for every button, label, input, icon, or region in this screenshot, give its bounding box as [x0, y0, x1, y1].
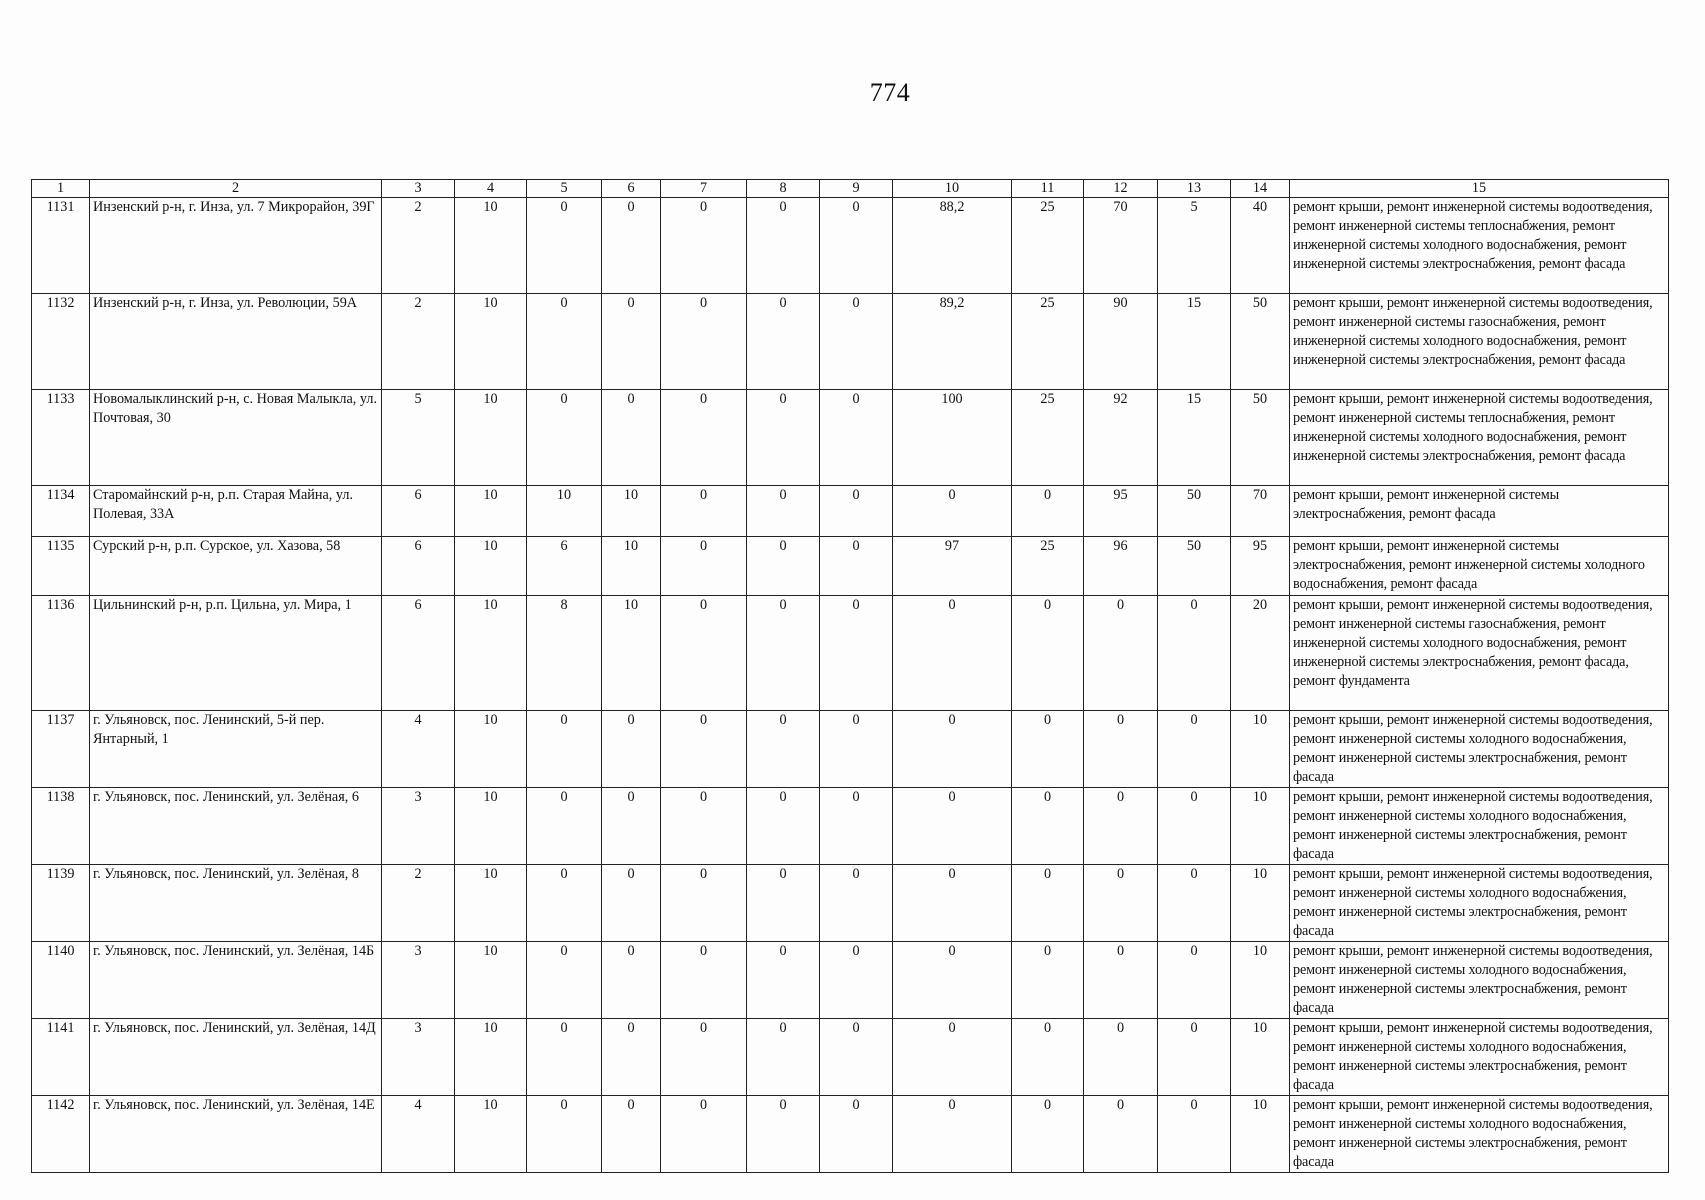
row-number: 1136 [32, 596, 90, 711]
col6-cell: 10 [602, 537, 661, 596]
works-cell: ремонт крыши, ремонт инженерной системы электроснабжения, ремонт инженерной системы холодного водоснабжения, ремонт фасада [1290, 537, 1669, 596]
col12-cell: 95 [1084, 486, 1158, 537]
col14-cell: 50 [1231, 294, 1290, 390]
table-row [32, 711, 1669, 788]
column-header-7: 7 [661, 180, 747, 198]
address-cell: Инзенский р-н, г. Инза, ул. 7 Микрорайон, 39Г [90, 198, 382, 294]
col5-cell: 0 [527, 942, 602, 1019]
row-number: 1139 [32, 865, 90, 942]
col12-cell: 0 [1084, 942, 1158, 1019]
column-header-6: 6 [602, 180, 661, 198]
column-header-12: 12 [1084, 180, 1158, 198]
table-row [32, 486, 1669, 537]
address-cell: Старомайнский р-н, р.п. Старая Майна, ул. Полевая, 33А [90, 486, 382, 537]
col13-cell: 50 [1158, 537, 1231, 596]
address-cell: Цильнинский р-н, р.п. Цильна, ул. Мира, 1 [90, 596, 382, 711]
table-row [32, 1019, 1669, 1096]
col7-cell: 0 [661, 711, 747, 788]
col7-cell: 0 [661, 198, 747, 294]
col12-cell: 92 [1084, 390, 1158, 486]
repair-register-table [31, 179, 1669, 1173]
col13-cell: 5 [1158, 198, 1231, 294]
col14-cell: 50 [1231, 390, 1290, 486]
col5-cell: 0 [527, 390, 602, 486]
column-header-3: 3 [382, 180, 455, 198]
col13-cell: 0 [1158, 865, 1231, 942]
col8-cell: 0 [747, 486, 820, 537]
col8-cell: 0 [747, 865, 820, 942]
col13-cell: 0 [1158, 1019, 1231, 1096]
col11-cell: 0 [1012, 711, 1084, 788]
address-cell: г. Ульяновск, пос. Ленинский, ул. Зелёная, 8 [90, 865, 382, 942]
table-row [32, 942, 1669, 1019]
col3-cell: 6 [382, 596, 455, 711]
col9-cell: 0 [820, 865, 893, 942]
address-cell: Инзенский р-н, г. Инза, ул. Революции, 59А [90, 294, 382, 390]
col12-cell: 70 [1084, 198, 1158, 294]
col4-cell: 10 [455, 1096, 527, 1173]
col10-cell: 0 [893, 486, 1012, 537]
col8-cell: 0 [747, 1019, 820, 1096]
col5-cell: 0 [527, 198, 602, 294]
row-number: 1132 [32, 294, 90, 390]
col8-cell: 0 [747, 390, 820, 486]
col13-cell: 0 [1158, 711, 1231, 788]
col14-cell: 10 [1231, 711, 1290, 788]
address-cell: Сурский р-н, р.п. Сурское, ул. Хазова, 58 [90, 537, 382, 596]
col11-cell: 0 [1012, 596, 1084, 711]
col3-cell: 3 [382, 1019, 455, 1096]
table-body [32, 198, 1669, 1173]
col10-cell: 0 [893, 865, 1012, 942]
works-cell: ремонт крыши, ремонт инженерной системы водоотведения, ремонт инженерной системы теплоснабжения, ремонт инженерной системы холодного водоснабжения, ремонт инженерной системы электроснабжения, ремонт фасада [1290, 198, 1669, 294]
row-number: 1142 [32, 1096, 90, 1173]
col10-cell: 0 [893, 788, 1012, 865]
col5-cell: 0 [527, 788, 602, 865]
col3-cell: 2 [382, 198, 455, 294]
col5-cell: 6 [527, 537, 602, 596]
col6-cell: 0 [602, 294, 661, 390]
col9-cell: 0 [820, 942, 893, 1019]
col4-cell: 10 [455, 942, 527, 1019]
table-row [32, 596, 1669, 711]
col6-cell: 0 [602, 390, 661, 486]
col9-cell: 0 [820, 537, 893, 596]
col4-cell: 10 [455, 198, 527, 294]
col9-cell: 0 [820, 294, 893, 390]
col4-cell: 10 [455, 486, 527, 537]
col12-cell: 0 [1084, 865, 1158, 942]
col8-cell: 0 [747, 596, 820, 711]
column-header-5: 5 [527, 180, 602, 198]
col12-cell: 0 [1084, 1019, 1158, 1096]
col14-cell: 10 [1231, 942, 1290, 1019]
row-number: 1134 [32, 486, 90, 537]
column-header-15: 15 [1290, 180, 1669, 198]
col13-cell: 0 [1158, 596, 1231, 711]
col9-cell: 0 [820, 788, 893, 865]
row-number: 1138 [32, 788, 90, 865]
col4-cell: 10 [455, 1019, 527, 1096]
col11-cell: 0 [1012, 865, 1084, 942]
col14-cell: 10 [1231, 1019, 1290, 1096]
col8-cell: 0 [747, 198, 820, 294]
page-number: 774 [869, 78, 911, 107]
col5-cell: 0 [527, 1019, 602, 1096]
col14-cell: 10 [1231, 1096, 1290, 1173]
table-row [32, 788, 1669, 865]
col7-cell: 0 [661, 865, 747, 942]
col10-cell: 0 [893, 711, 1012, 788]
row-number: 1133 [32, 390, 90, 486]
col11-cell: 0 [1012, 1096, 1084, 1173]
col8-cell: 0 [747, 1096, 820, 1173]
col6-cell: 10 [602, 596, 661, 711]
col6-cell: 0 [602, 865, 661, 942]
works-cell: ремонт крыши, ремонт инженерной системы водоотведения, ремонт инженерной системы газоснабжения, ремонт инженерной системы холодного водоснабжения, ремонт инженерной системы электроснабжения, ремонт фасада [1290, 294, 1669, 390]
works-cell: ремонт крыши, ремонт инженерной системы электроснабжения, ремонт фасада [1290, 486, 1669, 537]
row-number: 1140 [32, 942, 90, 1019]
col9-cell: 0 [820, 1096, 893, 1173]
works-cell: ремонт крыши, ремонт инженерной системы водоотведения, ремонт инженерной системы холодного водоснабжения, ремонт инженерной системы электроснабжения, ремонт фасада [1290, 711, 1669, 788]
col4-cell: 10 [455, 788, 527, 865]
col9-cell: 0 [820, 486, 893, 537]
col4-cell: 10 [455, 390, 527, 486]
col14-cell: 10 [1231, 865, 1290, 942]
column-header-9: 9 [820, 180, 893, 198]
col4-cell: 10 [455, 537, 527, 596]
col13-cell: 50 [1158, 486, 1231, 537]
col11-cell: 25 [1012, 390, 1084, 486]
works-cell: ремонт крыши, ремонт инженерной системы водоотведения, ремонт инженерной системы холодного водоснабжения, ремонт инженерной системы электроснабжения, ремонт фасада [1290, 1019, 1669, 1096]
row-number: 1137 [32, 711, 90, 788]
col7-cell: 0 [661, 294, 747, 390]
col3-cell: 2 [382, 865, 455, 942]
address-cell: г. Ульяновск, пос. Ленинский, ул. Зелёная, 6 [90, 788, 382, 865]
table-row [32, 865, 1669, 942]
works-cell: ремонт крыши, ремонт инженерной системы водоотведения, ремонт инженерной системы холодного водоснабжения, ремонт инженерной системы электроснабжения, ремонт фасада [1290, 942, 1669, 1019]
col14-cell: 70 [1231, 486, 1290, 537]
col14-cell: 95 [1231, 537, 1290, 596]
col12-cell: 0 [1084, 711, 1158, 788]
col13-cell: 15 [1158, 294, 1231, 390]
col11-cell: 25 [1012, 294, 1084, 390]
col4-cell: 10 [455, 294, 527, 390]
col5-cell: 8 [527, 596, 602, 711]
col11-cell: 25 [1012, 537, 1084, 596]
table-row [32, 198, 1669, 294]
col12-cell: 90 [1084, 294, 1158, 390]
col14-cell: 10 [1231, 788, 1290, 865]
col3-cell: 5 [382, 390, 455, 486]
table-row [32, 390, 1669, 486]
works-cell: ремонт крыши, ремонт инженерной системы водоотведения, ремонт инженерной системы газоснабжения, ремонт инженерной системы холодного водоснабжения, ремонт инженерной системы электроснабжения, ремонт фасада, ремонт фундамента [1290, 596, 1669, 711]
col13-cell: 15 [1158, 390, 1231, 486]
column-number-row [32, 180, 1669, 198]
col12-cell: 0 [1084, 1096, 1158, 1173]
col11-cell: 0 [1012, 486, 1084, 537]
works-cell: ремонт крыши, ремонт инженерной системы водоотведения, ремонт инженерной системы холодного водоснабжения, ремонт инженерной системы электроснабжения, ремонт фасада [1290, 865, 1669, 942]
col7-cell: 0 [661, 486, 747, 537]
col6-cell: 0 [602, 198, 661, 294]
col4-cell: 10 [455, 865, 527, 942]
col10-cell: 0 [893, 1019, 1012, 1096]
col6-cell: 0 [602, 788, 661, 865]
address-cell: Новомалыклинский р-н, с. Новая Малыкла, ул. Почтовая, 30 [90, 390, 382, 486]
column-header-4: 4 [455, 180, 527, 198]
col13-cell: 0 [1158, 1096, 1231, 1173]
col11-cell: 0 [1012, 788, 1084, 865]
col8-cell: 0 [747, 537, 820, 596]
col5-cell: 0 [527, 294, 602, 390]
column-header-11: 11 [1012, 180, 1084, 198]
col3-cell: 3 [382, 788, 455, 865]
col11-cell: 0 [1012, 942, 1084, 1019]
col9-cell: 0 [820, 198, 893, 294]
col10-cell: 0 [893, 596, 1012, 711]
col3-cell: 6 [382, 486, 455, 537]
column-header-13: 13 [1158, 180, 1231, 198]
col8-cell: 0 [747, 711, 820, 788]
column-header-14: 14 [1231, 180, 1290, 198]
col7-cell: 0 [661, 1096, 747, 1173]
col13-cell: 0 [1158, 788, 1231, 865]
col10-cell: 0 [893, 942, 1012, 1019]
col3-cell: 4 [382, 1096, 455, 1173]
row-number: 1141 [32, 1019, 90, 1096]
col5-cell: 10 [527, 486, 602, 537]
works-cell: ремонт крыши, ремонт инженерной системы водоотведения, ремонт инженерной системы теплоснабжения, ремонт инженерной системы холодного водоснабжения, ремонт инженерной системы электроснабжения, ремонт фасада [1290, 390, 1669, 486]
col12-cell: 96 [1084, 537, 1158, 596]
col6-cell: 0 [602, 711, 661, 788]
table-row [32, 1096, 1669, 1173]
column-header-8: 8 [747, 180, 820, 198]
col8-cell: 0 [747, 942, 820, 1019]
col5-cell: 0 [527, 1096, 602, 1173]
works-cell: ремонт крыши, ремонт инженерной системы водоотведения, ремонт инженерной системы холодного водоснабжения, ремонт инженерной системы электроснабжения, ремонт фасада [1290, 1096, 1669, 1173]
col9-cell: 0 [820, 390, 893, 486]
col3-cell: 3 [382, 942, 455, 1019]
column-header-10: 10 [893, 180, 1012, 198]
col13-cell: 0 [1158, 942, 1231, 1019]
col10-cell: 100 [893, 390, 1012, 486]
col10-cell: 97 [893, 537, 1012, 596]
row-number: 1135 [32, 537, 90, 596]
col14-cell: 40 [1231, 198, 1290, 294]
col6-cell: 0 [602, 1019, 661, 1096]
col7-cell: 0 [661, 942, 747, 1019]
col12-cell: 0 [1084, 596, 1158, 711]
col3-cell: 4 [382, 711, 455, 788]
col11-cell: 25 [1012, 198, 1084, 294]
table-row [32, 537, 1669, 596]
col10-cell: 0 [893, 1096, 1012, 1173]
col4-cell: 10 [455, 596, 527, 711]
address-cell: г. Ульяновск, пос. Ленинский, ул. Зелёная, 14Б [90, 942, 382, 1019]
col3-cell: 6 [382, 537, 455, 596]
col7-cell: 0 [661, 788, 747, 865]
col10-cell: 88,2 [893, 198, 1012, 294]
works-cell: ремонт крыши, ремонт инженерной системы водоотведения, ремонт инженерной системы холодного водоснабжения, ремонт инженерной системы электроснабжения, ремонт фасада [1290, 788, 1669, 865]
col9-cell: 0 [820, 711, 893, 788]
col6-cell: 10 [602, 486, 661, 537]
address-cell: г. Ульяновск, пос. Ленинский, ул. Зелёная, 14Е [90, 1096, 382, 1173]
col8-cell: 0 [747, 294, 820, 390]
col5-cell: 0 [527, 865, 602, 942]
col7-cell: 0 [661, 390, 747, 486]
row-number: 1131 [32, 198, 90, 294]
col7-cell: 0 [661, 537, 747, 596]
col6-cell: 0 [602, 1096, 661, 1173]
col8-cell: 0 [747, 788, 820, 865]
column-header-1: 1 [32, 180, 90, 198]
col7-cell: 0 [661, 596, 747, 711]
col5-cell: 0 [527, 711, 602, 788]
table-row [32, 294, 1669, 390]
col6-cell: 0 [602, 942, 661, 1019]
address-cell: г. Ульяновск, пос. Ленинский, ул. Зелёная, 14Д [90, 1019, 382, 1096]
col12-cell: 0 [1084, 788, 1158, 865]
col9-cell: 0 [820, 596, 893, 711]
col11-cell: 0 [1012, 1019, 1084, 1096]
col10-cell: 89,2 [893, 294, 1012, 390]
column-header-2: 2 [90, 180, 382, 198]
col9-cell: 0 [820, 1019, 893, 1096]
address-cell: г. Ульяновск, пос. Ленинский, 5-й пер. Янтарный, 1 [90, 711, 382, 788]
col7-cell: 0 [661, 1019, 747, 1096]
col4-cell: 10 [455, 711, 527, 788]
col3-cell: 2 [382, 294, 455, 390]
col14-cell: 20 [1231, 596, 1290, 711]
